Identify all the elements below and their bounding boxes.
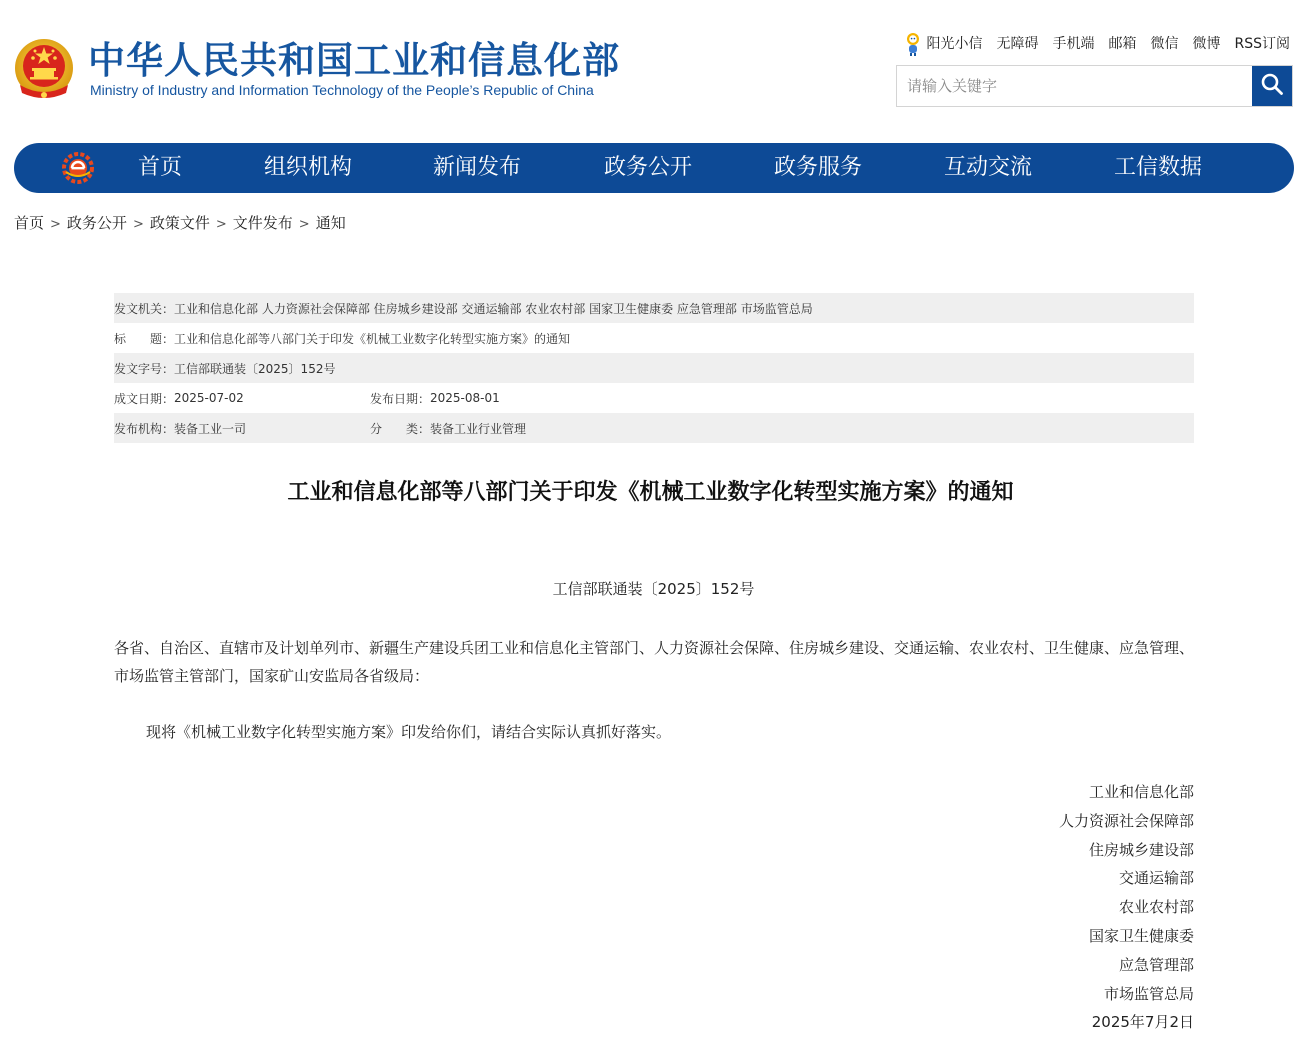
issuer-value: 工业和信息化部 人力资源社会保障部 住房城乡建设部 交通运输部 农业农村部 国家卫生健康委 应急管理部 市场监管总局 — [174, 301, 813, 316]
created-value: 2025-07-02 — [174, 391, 244, 405]
breadcrumb-notice[interactable]: 通知 — [315, 214, 346, 232]
search-icon — [1260, 72, 1284, 100]
article-signers — [1059, 778, 1194, 1037]
signer: 应急管理部 — [1118, 955, 1194, 974]
article-addressee: 各省、自治区、直辖市及计划单列市、新疆生产建设兵团工业和信息化主管部门、人力资源社会保障、住房城乡建设、交通运输、农业农村、卫生健康、应急管理、市场监管主管部门，国家矿山安监局各省级局： — [114, 639, 1195, 685]
weibo-link[interactable]: 微博 — [1192, 36, 1221, 52]
issuer-label: 发文机关： — [114, 301, 175, 316]
search-input[interactable] — [897, 66, 1252, 106]
sunshine-mascot-icon — [904, 32, 922, 56]
mobile-link[interactable]: 手机端 — [1052, 36, 1095, 52]
signer: 农业农村部 — [1118, 898, 1194, 917]
number-value: 工信部联通装〔2025〕152号 — [174, 361, 336, 376]
article-body: 现将《机械工业数字化转型实施方案》印发给你们，请结合实际认真抓好落实。 — [146, 723, 672, 741]
nav-home[interactable]: 首页 — [138, 155, 183, 180]
signer: 国家卫生健康委 — [1088, 926, 1194, 945]
info-row-dates — [114, 383, 1194, 413]
info-row-issuer — [114, 293, 1194, 323]
nav-interaction[interactable]: 互动交流 — [944, 155, 1033, 180]
org-value: 装备工业一司 — [174, 421, 247, 436]
category-value: 装备工业行业管理 — [430, 421, 527, 436]
top-links — [904, 32, 1290, 56]
breadcrumb-policy-documents[interactable]: 政策文件 — [149, 214, 210, 232]
signer: 市场监管总局 — [1103, 984, 1194, 1003]
accessibility-link[interactable]: 无障碍 — [996, 36, 1039, 52]
breadcrumb-separator: > — [50, 217, 61, 232]
subject-value: 工业和信息化部等八部门关于印发《机械工业数字化转型实施方案》的通知 — [174, 331, 571, 346]
nav-news[interactable]: 新闻发布 — [433, 155, 522, 180]
search-box — [896, 65, 1293, 107]
published-label: 发布日期： — [370, 391, 431, 406]
site-title-english[interactable]: Ministry of Industry and Information Technology of the People’s Republic of China — [90, 82, 594, 98]
wechat-link[interactable]: 微信 — [1150, 36, 1179, 52]
article-doc-number: 工信部联通装〔2025〕152号 — [552, 580, 755, 598]
published-value: 2025-08-01 — [430, 391, 500, 405]
mail-link[interactable]: 邮箱 — [1108, 36, 1137, 52]
breadcrumb-government-affairs[interactable]: 政务公开 — [66, 214, 127, 232]
number-label: 发文字号： — [114, 361, 175, 376]
nav-government-services[interactable]: 政务服务 — [774, 155, 863, 180]
breadcrumb-document-release[interactable]: 文件发布 — [232, 214, 293, 232]
breadcrumb-separator: > — [298, 217, 310, 232]
category-cell — [370, 420, 526, 437]
search-button[interactable] — [1252, 66, 1292, 106]
published-cell — [370, 390, 500, 407]
miit-logo-icon[interactable] — [62, 152, 94, 184]
created-cell — [114, 390, 370, 407]
national-emblem-icon — [14, 37, 74, 103]
category-label: 分 类： — [370, 421, 431, 436]
signer: 住房城乡建设部 — [1088, 840, 1194, 859]
nav-data[interactable]: 工信数据 — [1114, 155, 1203, 180]
signer: 交通运输部 — [1118, 869, 1194, 888]
article-title: 工业和信息化部等八部门关于印发《机械工业数字化转型实施方案》的通知 — [287, 480, 1014, 505]
signer: 人力资源社会保障部 — [1058, 811, 1194, 830]
breadcrumb-separator: > — [132, 217, 144, 232]
created-label: 成文日期： — [114, 391, 175, 406]
document-info-table — [114, 293, 1194, 443]
article-date: 2025年7月2日 — [1091, 1013, 1194, 1032]
org-cell — [114, 420, 370, 437]
subject-label: 标 题： — [114, 331, 175, 346]
sunshine-link[interactable]: 阳光小信 — [926, 36, 983, 52]
breadcrumb-separator: > — [215, 217, 227, 232]
rss-link[interactable]: RSS订阅 — [1234, 36, 1290, 52]
signer: 工业和信息化部 — [1088, 783, 1194, 801]
nav-government-affairs[interactable]: 政务公开 — [604, 155, 693, 180]
sunshine-link-group[interactable] — [904, 32, 982, 56]
info-row-number — [114, 353, 1194, 383]
site-title[interactable]: 中华人民共和国工业和信息化部 — [88, 39, 620, 82]
breadcrumb — [14, 213, 346, 235]
nav-organization[interactable]: 组织机构 — [264, 155, 353, 180]
breadcrumb-home[interactable]: 首页 — [14, 214, 45, 232]
info-row-subject — [114, 323, 1194, 353]
main-nav — [14, 143, 1294, 193]
info-row-org — [114, 413, 1194, 443]
org-label: 发布机构： — [114, 421, 175, 436]
